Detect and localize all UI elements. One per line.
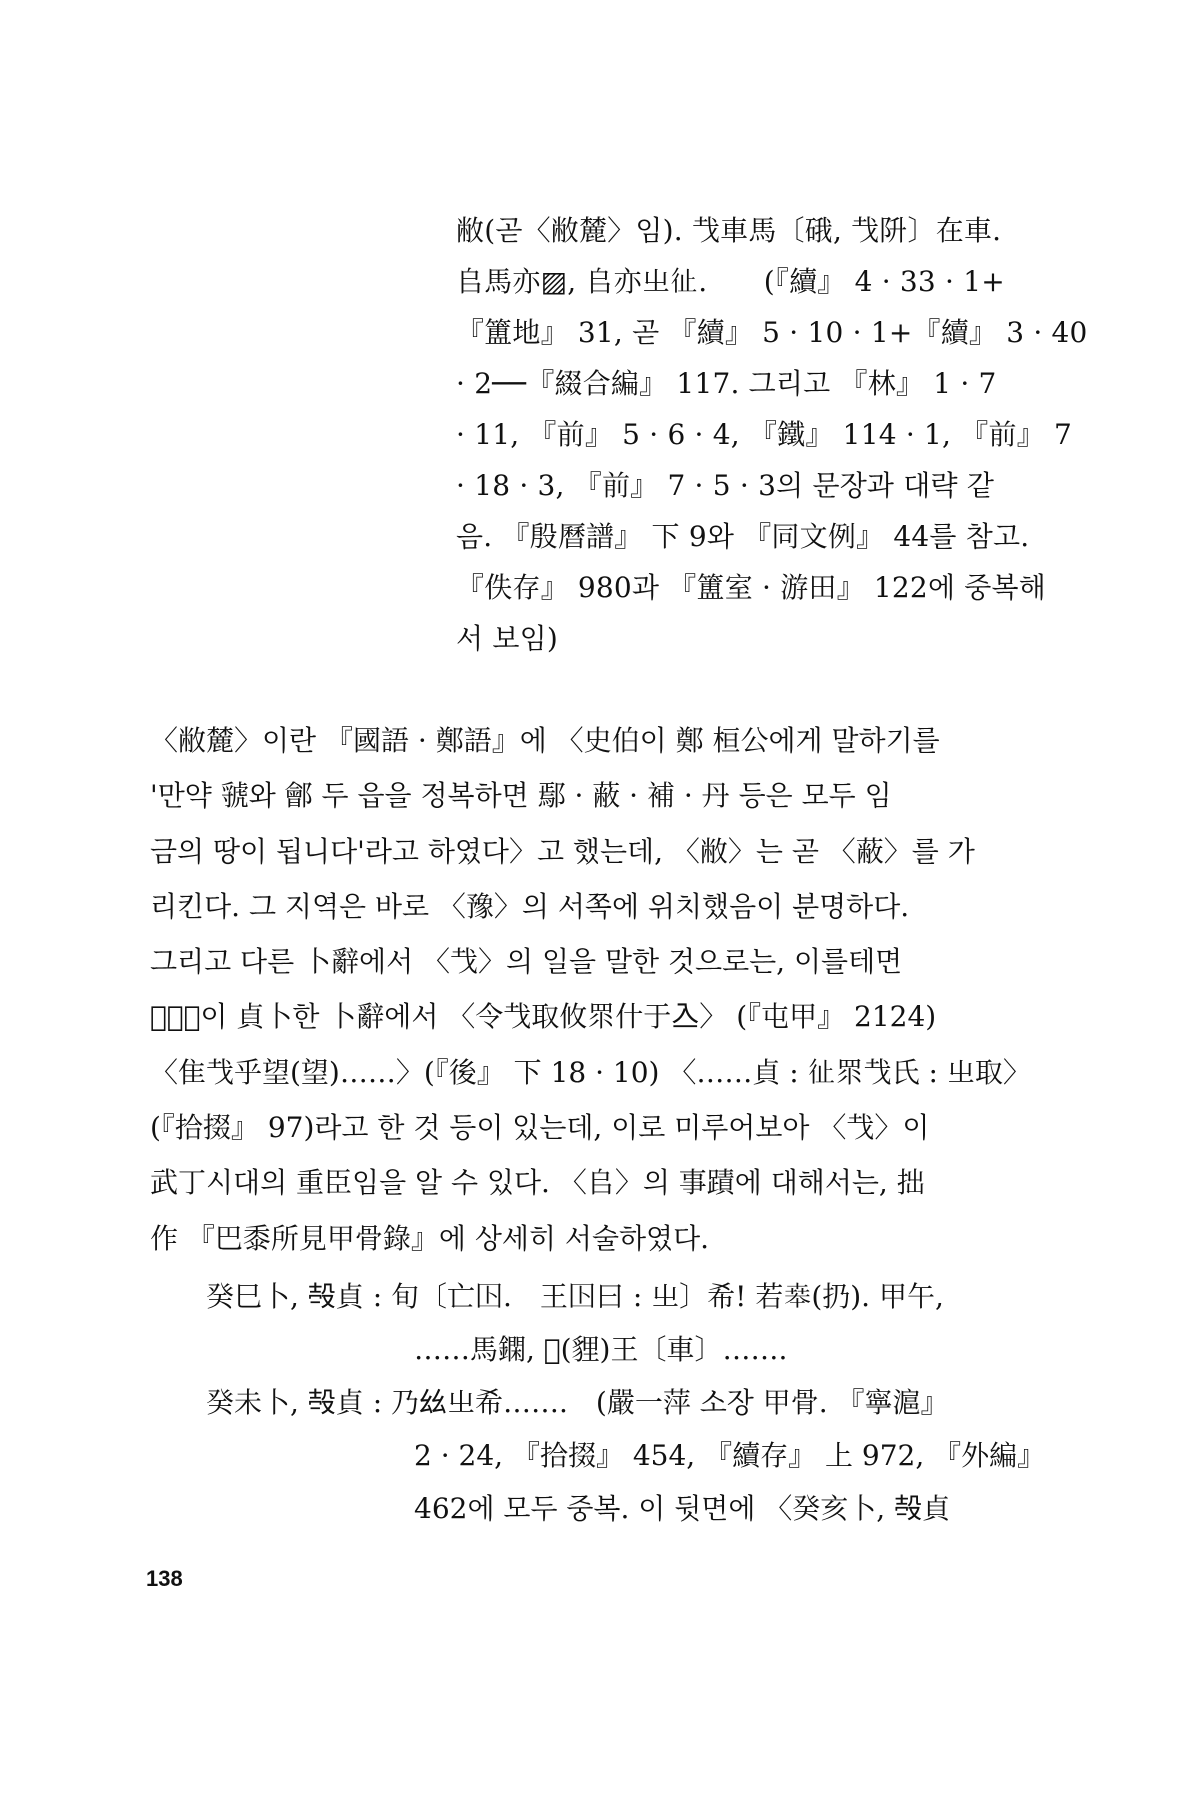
body-line: 금의 땅이 됩니다'라고 하였다〉고 했는데, 〈敝〉는 곧 〈蔽〉를 가 — [150, 834, 975, 868]
body-line: '만약 虢와 鄶 두 읍을 정복하면 鄢 · 蔽 · 補 · 丹 등은 모두 임 — [150, 779, 892, 813]
inscription-line: 癸未卜, 𣪊貞 : 乃𢆶㞢希……. (嚴一萍 소장 甲骨. 『寧滬』 — [206, 1386, 949, 1419]
body-line: 그리고 다른 卜辭에서 〈𢦏〉의 일을 말한 것으로는, 이를테면 — [150, 945, 903, 979]
body-line: 〈𦎫〉이 貞卜한 卜辭에서 〈令𢦏取攸眔什于𠓛〉 (『屯甲』 2124) — [150, 1000, 937, 1034]
quote-line: 『佚存』 980과 『簠室 · 游田』 122에 중복해 — [456, 571, 1047, 604]
body-line: 〈敝麓〉이란 『國語 · 鄭語』에 〈史伯이 鄭 桓公에게 말하기를 — [150, 724, 940, 757]
body-line: 武丁시대의 重臣임을 알 수 있다. 〈𠂤〉의 事蹟에 대해서는, 拙 — [150, 1166, 925, 1200]
quote-line: · 18 · 3, 『前』 7 · 5 · 3의 문장과 대략 같 — [456, 469, 995, 502]
quote-line: 敝(곧〈敝麓〉임). 𢦏車馬〔硪, 𢦏阩〕在車. — [456, 214, 1002, 247]
inscription-citations — [150, 1270, 1046, 1535]
body-line: (『拾掇』 97)라고 한 것 등이 있는데, 이로 미루어보아 〈𢦏〉이 — [150, 1111, 930, 1145]
quote-line: · 11, 『前』 5 · 6 · 4, 『鐵』 114 · 1, 『前』 7 — [456, 418, 1072, 451]
quote-line: 음. 『殷曆譜』 下 9와 『同文例』 44를 참고. — [456, 520, 1030, 553]
quoted-inscription-block — [456, 205, 1088, 664]
inscription-line: 癸巳卜, 𣪊貞 : 旬〔亡𡆥. 王𡆥曰 : 㞢〕希! 若𠦪(扔). 甲午, — [206, 1280, 944, 1313]
page-number: 138 — [146, 1566, 183, 1591]
quote-line: 서 보임) — [456, 622, 558, 655]
inscription-line: 462에 모두 중복. 이 뒷면에 〈癸亥卜, 𣪊貞 — [414, 1492, 951, 1525]
quote-line: · 2──『綴合編』 117. 그리고 『林』 1 · 7 — [456, 367, 997, 400]
inscription-line: 2 · 24, 『拾掇』 454, 『續存』 上 972, 『外編』 — [414, 1439, 1046, 1472]
quote-line: 『簠地』 31, 곧 『續』 5 · 10 · 1+『續』 3 · 40 — [456, 316, 1088, 349]
inscription-line: ……馬䥜, 𤠋(貍)王〔車〕……. — [414, 1333, 788, 1366]
body-paragraph — [150, 713, 1032, 1266]
quote-line: 𠂤馬亦▨, 𠂤亦㞢𢓊. (『續』 4 · 33 · 1+ — [456, 265, 1005, 298]
body-line: 〈隹𢦏乎望(望)……〉(『後』 下 18 · 10) 〈……貞 : 𢓊眔𢦏氏 : 㞢取〉 — [150, 1055, 1031, 1089]
body-line: 리킨다. 그 지역은 바로 〈豫〉의 서쪽에 위치했음이 분명하다. — [150, 889, 910, 923]
body-line: 作 『巴黍所見甲骨錄』에 상세히 서술하였다. — [150, 1221, 710, 1255]
